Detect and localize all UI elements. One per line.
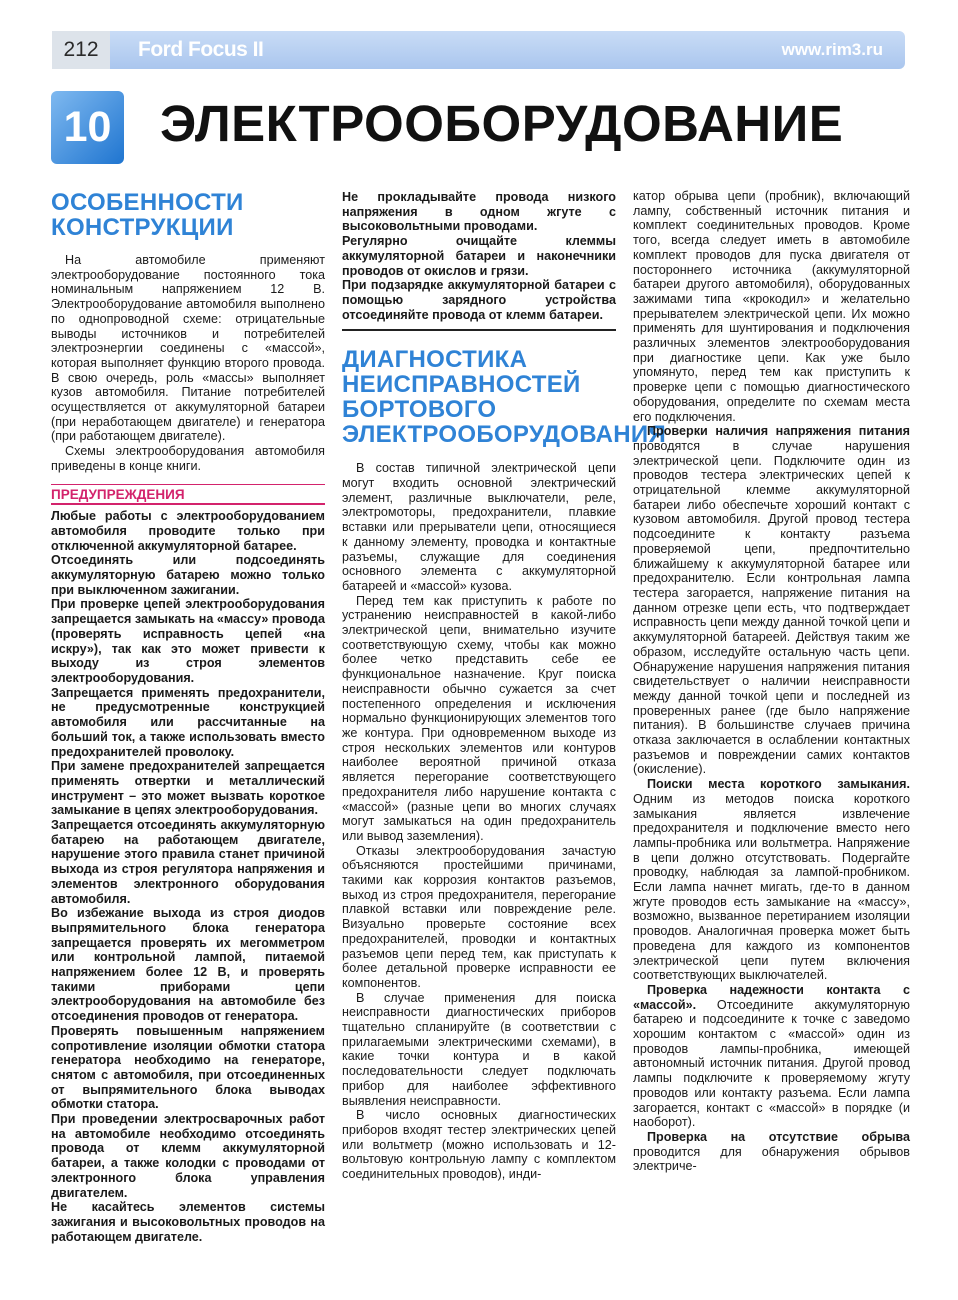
warnings-title: ПРЕДУПРЕЖДЕНИЯ — [51, 484, 325, 506]
paragraph-lead: Проверка на отсутствие обрыва — [647, 1130, 910, 1144]
paragraph-text: проводится для обнаружения обрывов электриче- — [633, 1144, 910, 1174]
paragraph: В случае применения для поиска неисправности диагностических приборов тщательно спланируйте (в соответствии с прилагаемыми электрическими схемами), в какие точки контура и в какой последовательности следует подключать прибор для наиболее эффективного выявления неисправности. — [342, 990, 616, 1108]
paragraph: катор обрыва цепи (пробник), включающий лампу, собственный источник питания и комплект соединительных проводов. Кроме того, всегда следует иметь в автомобиле комплект проводов для пуска двигателя от постороннего источника (аккумуляторной батареи другого автомобиля), оборудованных зажимами типа «крокодил» и желательно прерывателем электрической цепи. Их можно применять для шунтирования и подключения различных элементов электрооборудования при диагностике цепи. Как уже было упомянуто, перед тем как приступить к проверке цепи с помощью диагностического оборудования, определите по схемам места его подключения. — [633, 189, 910, 424]
warning-item: Регулярно очищайте клеммы аккумуляторной батареи и наконечники проводов от окислов и грязи. — [342, 234, 616, 278]
paragraph — [633, 1130, 910, 1174]
warning-item: При замене предохранителей запрещается применять отвертки и металлический инструмент – это может вызвать короткое замыкание в цепях электрооборудования. — [51, 759, 325, 818]
paragraph: Перед тем как приступить к работе по устранению неисправностей в какой-либо электрической цепи, внимательно изучите соответствующую схему, чтобы как можно более четко представить себе ее функциональное назначение. Круг поиска неисправности обычно сужается за счет постепенного определения и исключения нормально функционирующих элементов того же контура. При одновременном выходе из строя нескольких элементов или контуров наиболее вероятной причиной отказа является перегорание соответствующего предохранителя либо нарушение контакта с «массой» (разные цепи во многих случаях могут замыкаться на один предохранитель или вывод заземления). — [342, 593, 616, 843]
site-url: www.rim3.ru — [781, 40, 883, 59]
column-1 — [51, 186, 325, 1244]
paragraph-text: Одним из методов поиска короткого замыкания является извлечение предохранителя и подключение вместо него лампы-пробника или вольтметра. Напряжение в цепи должно отсутствовать. Подергайте проводку, наблюдая за лампой-пробником. Если лампа начнет мигать, где-то в данном жгуте проводов есть замыкание на «массу», возможно, вызванное перетиранием изоляции проводов. Аналогичная проверка может быть проведена для каждого из компонентов электрической цепи путем включения соответствующих выключателей. — [633, 791, 910, 983]
paragraph-text: Отсоедините аккумуляторную батарею и подсоедините к точке с заведомо хорошим контактом с «массой» один из проводов лампы-пробника, имеющей автономный источник питания. Другой провод лампы подключите к проверяемому жгуту проводов или контакту разъема. Если лампа загорается, контакт с «массой» в порядке (и наоборот). — [633, 997, 910, 1130]
section-heading: ОСОБЕННОСТИ КОНСТРУКЦИИ — [51, 189, 244, 241]
paragraph-text: проводятся в случае нарушения электрической цепи. Подключите один из проводов тестера электрических цепей к отрицательной клемме аккумуляторной батареи либо обеспечьте хороший контакт с кузовом автомобиля. Другой провод тестера подсоедините к контакту разъема проверяемой цепи, предпочтительно ближайшему к аккумуляторной батарее или предохранителю. Если контрольная лампа тестера загорается, напряжение питания на данном отрезке цепи есть, что подтверждает исправность цепи между данной точкой цепи и аккумуляторной батареей. Действуя таким же образом, исследуйте остальную часть цепи. Обнаружение нарушения напряжения питания свидетельствует о наличии неисправности между данной точкой цепи и последней из проверенных ранее (где было напряжение питания). В большинстве случаев причина отказа заключается в ослаблении контактных разъемов и повреждении самих контактов (окисление). — [633, 438, 910, 777]
paragraph — [633, 424, 910, 777]
paragraph: В число основных диагностических приборов входят тестер электрических цепей или вольтметр (можно использовать и 12-вольтовую контрольную лампу с комплектом соединительных проводов), инди- — [342, 1108, 616, 1182]
paragraph-lead: Проверки наличия напряжения питания — [647, 424, 910, 439]
page-number: 212 — [52, 31, 110, 69]
warning-item: При проверке цепей электрооборудования запрещается замыкать на «массу» провода (проверять исправность цепей «на искру»), так как это может привести к выходу из строя элементов электрооборудования. — [51, 597, 325, 685]
paragraph: Схемы электрооборудования автомобиля приведены в конце книги. — [51, 444, 325, 473]
column-3 — [633, 189, 910, 1174]
book-title: Ford Focus II — [138, 38, 264, 61]
warning-item: Проверять повышенным напряжением сопротивление изоляции обмотки статора генератора необходимо на генераторе, снятом с автомобиля, при отсоединенных от выпрямительного блока выводах обмотки статора. — [51, 1023, 325, 1112]
warning-item: Запрещается отсоединять аккумуляторную батарею на работающем двигателе, нарушение этого правила станет причиной выхода из строя регулятора напряжения и элементов электронного оборудования автомобиля. — [51, 818, 325, 906]
column-2 — [342, 190, 667, 1182]
paragraph — [633, 777, 910, 983]
paragraph-lead: Поиски места короткого замыкания. — [647, 777, 910, 792]
warning-item: Не касайтесь элементов системы зажигания и высоковольтных проводов на работающем двигателе. — [51, 1200, 325, 1244]
section-heading: ДИАГНОСТИКА НЕИСПРАВНОСТЕЙ БОРТОВОГО ЭЛЕКТРООБОРУДОВАНИЯ — [342, 346, 667, 449]
warning-item: Любые работы с электрооборудованием автомобиля проводите только при отключенной аккумуляторной батарее. — [51, 509, 325, 553]
warnings-divider — [342, 329, 616, 331]
warning-item: Не прокладывайте провода низкого напряжения в одном жгуте с высоковольтными проводами. — [342, 190, 616, 234]
chapter-title: ЭЛЕКТРООБОРУДОВАНИЕ — [160, 95, 844, 152]
warning-item: Запрещается применять предохранители, не предусмотренные конструкцией автомобиля или рассчитанные на больший ток, а также использовать вместо предохранителей проволоку. — [51, 685, 325, 759]
paragraph: Отказы электрооборудования зачастую объясняются простейшими причинами, такими как коррозия контактов разъемов, выход из строя предохранителя, перегорание плавкой вставки или повреждение реле. Визуально проверьте состояние всех предохранителей, проводки и контактных разъемов цепи перед тем, как приступать к более детальной проверке исправности ее компонентов. — [342, 843, 616, 990]
warning-item: При проведении электросварочных работ на автомобиле необходимо отсоединять провода от клемм аккумуляторной батареи, а также колодки с проводами от электронного блока управления двигателем. — [51, 1112, 325, 1200]
warning-item: Во избежание выхода из строя диодов выпрямительного блока генератора запрещается проверять их мегомметром или контрольной лампой, питаемой напряжением более 12 В, и проверять такими приборами цепи электрооборудования на автомобиле без отсоединения проводов от генератора. — [51, 906, 325, 1024]
running-header — [110, 31, 905, 69]
warning-item: Отсоединять или подсоединять аккумуляторную батарею можно только при выключенном зажигании. — [51, 553, 325, 597]
paragraph-lead: Проверка надежности контакта с «массой». — [633, 982, 910, 1012]
chapter-number: 10 — [51, 91, 124, 164]
paragraph — [633, 983, 910, 1130]
warning-item: При подзарядке аккумуляторной батареи с помощью зарядного устройства отсоединяйте провода от клемм батареи. — [342, 278, 616, 322]
paragraph: В состав типичной электрической цепи могут входить основной электрический элемент, различные выключатели, реле, электромоторы, предохранители, плавкие вставки или прерыватели цепи, относящиеся к данному элементу, проводка и контактные разъемы, служащие для соединения основного элемента с аккумуляторной батареей и «массой» кузова. — [342, 461, 616, 593]
paragraph: На автомобиле применяют электрооборудование постоянного тока номинальным напряжением 12 В. Электрооборудование автомобиля выполнено по однопроводной схеме: отрицательные выводы источников и потребителей электроэнергии соединены с «массой», которая выполняет функцию второго провода. В свою очередь, роль «массы» выполняет кузов автомобиля. Питание потребителей осуществляется от аккумуляторной батареи (при неработающем двигателе) и генератора (при работающем двигателе). — [51, 253, 325, 444]
